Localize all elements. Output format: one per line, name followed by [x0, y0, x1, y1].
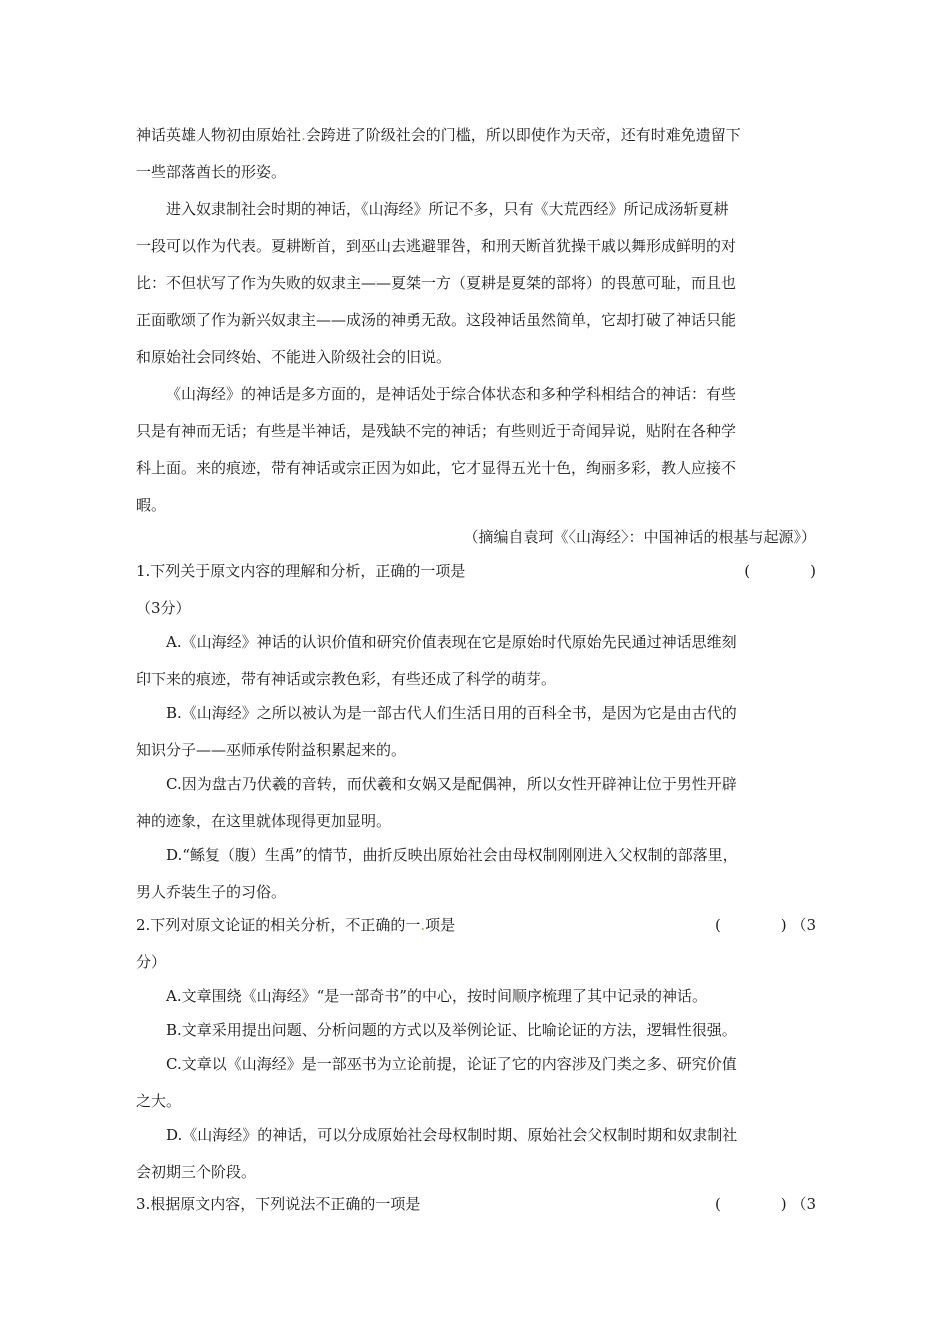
- q1-option-b-line2: 知识分子——巫师承传附益积累起来的。: [136, 741, 407, 759]
- question-1-score: （3分）: [136, 599, 191, 617]
- passage-p3-line3: 科上面。来的痕迹，带有神话或宗正因为如此，它才显得五光十色，绚丽多彩，教人应接不: [136, 459, 737, 477]
- q2-option-c-line1: C.文章以《山海经》是一部巫书为立论前提，论证了它的内容涉及门类之多、研究价值: [166, 1055, 737, 1073]
- q2-option-c-line2: 之大。: [136, 1092, 182, 1110]
- answer-blank: ( ): [714, 1195, 787, 1213]
- q1-option-c-line2: 神的迹象，在这里就体现得更加显明。: [136, 812, 392, 830]
- question-2-score-cont: 分）: [136, 953, 167, 971]
- stray-dot: .: [301, 126, 306, 144]
- q1-option-a-line1: A.《山海经》神话的认识价值和研究价值表现在它是原始时代原始先民通过神话思维刻: [166, 633, 737, 651]
- q2-option-a: A.文章围绕《山海经》“是一部奇书”的中心，按时间顺序梳理了其中记录的神话。: [166, 987, 707, 1005]
- passage-source: （摘编自袁珂《〈山海经〉：中国神话的根基与起源》）: [463, 528, 816, 546]
- question-1-stem: 1.下列关于原文内容的理解和分析，正确的一项是 ( ): [136, 562, 816, 580]
- passage-p2-line3: 比：不但状写了作为失败的奴隶主——夏桀一方（夏耕是夏桀的部将）的畏葸可耻，而且也: [136, 274, 737, 292]
- q1-option-d-line2: 男人乔装生子的习俗。: [136, 883, 287, 901]
- stray-dot: .: [420, 916, 426, 934]
- q1-option-b-line1: B.《山海经》之所以被认为是一部古代人们生活日用的百科全书，是因为它是由古代的: [166, 704, 737, 722]
- passage-p1-line1: 神话英雄人物初由原始社.会跨进了阶级社会的门槛，所以即使作为天帝，还有时难免遗留下: [136, 126, 741, 144]
- answer-blank: ( ): [714, 916, 787, 934]
- q1-option-c-line1: C.因为盘古乃伏羲的音转，而伏羲和女娲又是配偶神，所以女性开辟神让位于男性开辟: [166, 775, 737, 793]
- answer-blank: ( ): [744, 562, 816, 580]
- q2-option-d-line1: D.《山海经》的神话，可以分成原始社会母权制时期、原始社会父权制时期和奴隶制社: [166, 1126, 738, 1144]
- passage-p3-line1: 《山海经》的神话是多方面的，是神话处于综合体状态和多种学科相结合的神话：有些: [166, 385, 737, 403]
- passage-p3-line4: 暇。: [136, 496, 167, 514]
- q1-option-a-line2: 印下来的痕迹，带有神话或宗教色彩，有些还成了科学的萌芽。: [136, 670, 557, 688]
- passage-p2-line1: 进入奴隶制社会时期的神话，《山海经》所记不多，只有《大荒西经》所记成汤斩夏耕: [166, 200, 729, 218]
- question-2-stem: 2.下列对原文论证的相关分析，不正确的一.项是 ( ) （3: [136, 916, 816, 934]
- passage-p3-line2: 只是有神而无话；有些是半神话，是残缺不完的神话；有些则近于奇闻异说，贴附在各种学: [136, 422, 737, 440]
- q1-option-d-line1: D.“鲧复（腹）生禹”的情节，曲折反映出原始社会由母权制刚刚进入父权制的部落里，: [166, 846, 738, 864]
- question-3-stem: 3.根据原文内容，下列说法不正确的一项是 ( ) （3: [136, 1195, 816, 1213]
- passage-p2-line5: 和原始社会同终始、不能进入阶级社会的旧说。: [136, 348, 452, 366]
- passage-p1-line2: 一些部落酋长的形姿。: [136, 163, 287, 181]
- passage-p2-line2: 一段可以作为代表。夏耕断首，到巫山去逃避罪咎，和刑天断首犹操干戚以舞形成鲜明的对: [136, 237, 737, 255]
- passage-p2-line4: 正面歌颂了作为新兴奴隶主——成汤的神勇无敌。这段神话虽然简单，它却打破了神话只能: [136, 311, 737, 329]
- q2-option-d-line2: 会初期三个阶段。: [136, 1163, 257, 1181]
- q2-option-b: B.文章采用提出问题、分析问题的方式以及举例论证、比喻论证的方法，逻辑性很强。: [166, 1021, 737, 1039]
